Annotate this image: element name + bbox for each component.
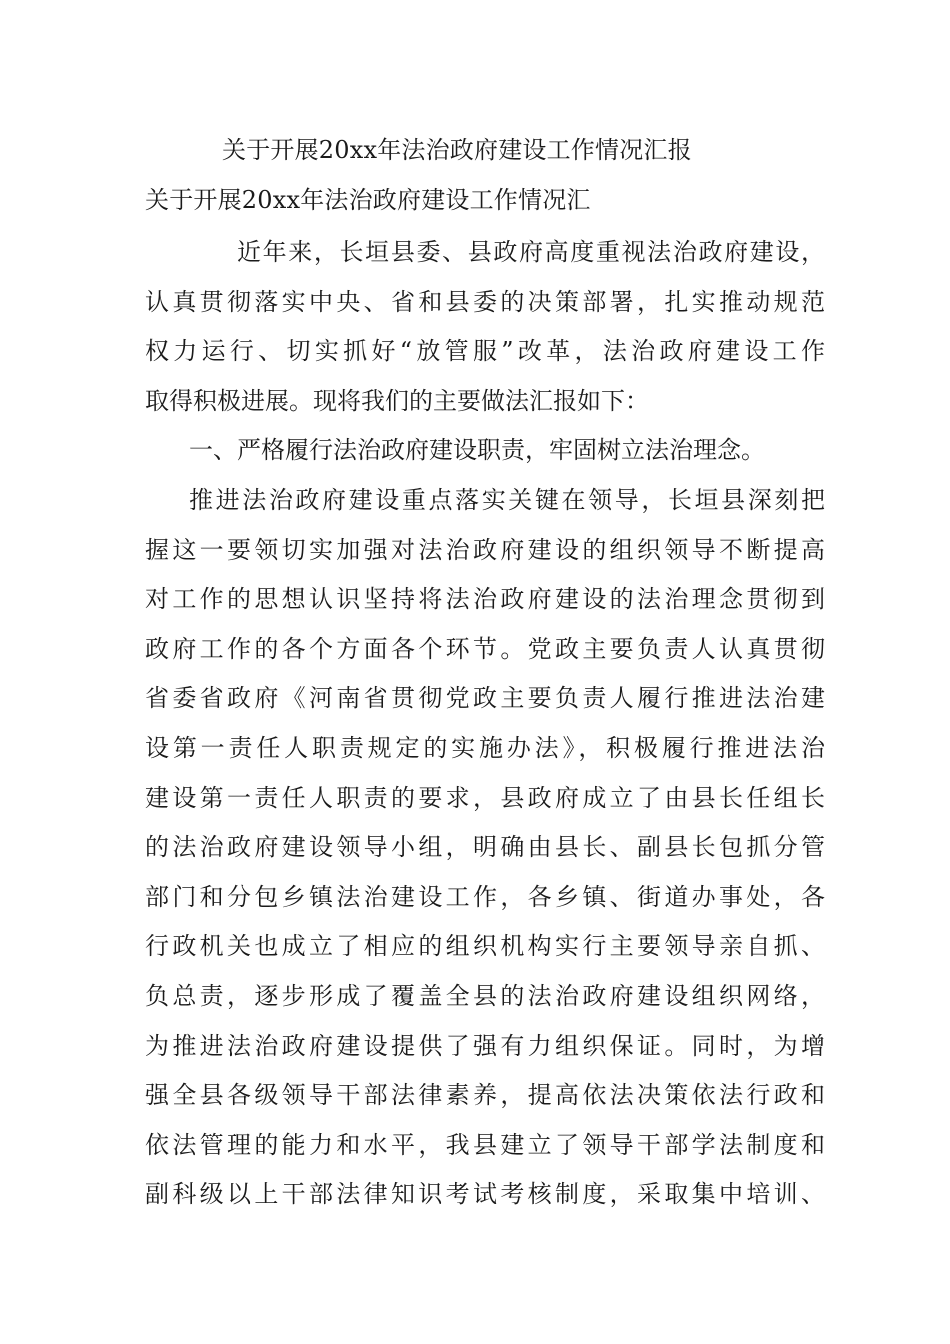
paragraph-line: 取得积极进展。现将我们的主要做法汇报如下：: [145, 386, 649, 415]
paragraph-line: 建设第一责任人职责的要求，县政府成立了由县长任组长: [145, 783, 825, 812]
paragraph-line: 副科级以上干部法律知识考试考核制度，采取集中培训、: [145, 1180, 825, 1209]
paragraph-line: 政府工作的各个方面各个环节。党政主要负责人认真贯彻: [145, 634, 825, 663]
paragraph-line: 省委省政府《河南省贯彻党政主要负责人履行推进法治建: [145, 684, 825, 713]
paragraph-line: 为推进法治政府建设提供了强有力组织保证。同时，为增: [145, 1031, 825, 1060]
paragraph-line: 推进法治政府建设重点落实关键在领导，长垣县深刻把: [189, 485, 825, 514]
paragraph-line: 的法治政府建设领导小组，明确由县长、副县长包抓分管: [145, 833, 825, 862]
paragraph-line: 负总责，逐步形成了覆盖全县的法治政府建设组织网络，: [145, 981, 825, 1010]
paragraph-line: 设第一责任人职责规定的实施办法》，积极履行推进法治: [145, 733, 825, 762]
section-heading: 一、严格履行法治政府建设职责，牢固树立法治理念。: [189, 436, 765, 465]
paragraph-line: 部门和分包乡镇法治建设工作，各乡镇、街道办事处，各: [145, 882, 825, 911]
document-title: 关于开展20xx年法治政府建设工作情况汇报: [222, 136, 692, 164]
paragraph-line: 权力运行、切实抓好“放管服”改革，法治政府建设工作: [145, 337, 825, 366]
paragraph-line: 强全县各级领导干部法律素养，提高依法决策依法行政和: [145, 1081, 825, 1110]
document-subtitle: 关于开展20xx年法治政府建设工作情况汇: [145, 186, 591, 214]
paragraph-line: 对工作的思想认识坚持将法治政府建设的法治理念贯彻到: [145, 585, 825, 614]
paragraph-line: 依法管理的能力和水平，我县建立了领导干部学法制度和: [145, 1130, 825, 1159]
paragraph-line: 近年来，长垣县委、县政府高度重视法治政府建设，: [237, 238, 825, 266]
paragraph-line: 行政机关也成立了相应的组织机构实行主要领导亲自抓、: [145, 932, 825, 961]
document-body: [145, 228, 825, 1220]
paragraph-line: 握这一要领切实加强对法治政府建设的组织领导不断提高: [145, 535, 825, 564]
paragraph-line: 认真贯彻落实中央、省和县委的决策部署，扎实推动规范: [145, 287, 825, 316]
